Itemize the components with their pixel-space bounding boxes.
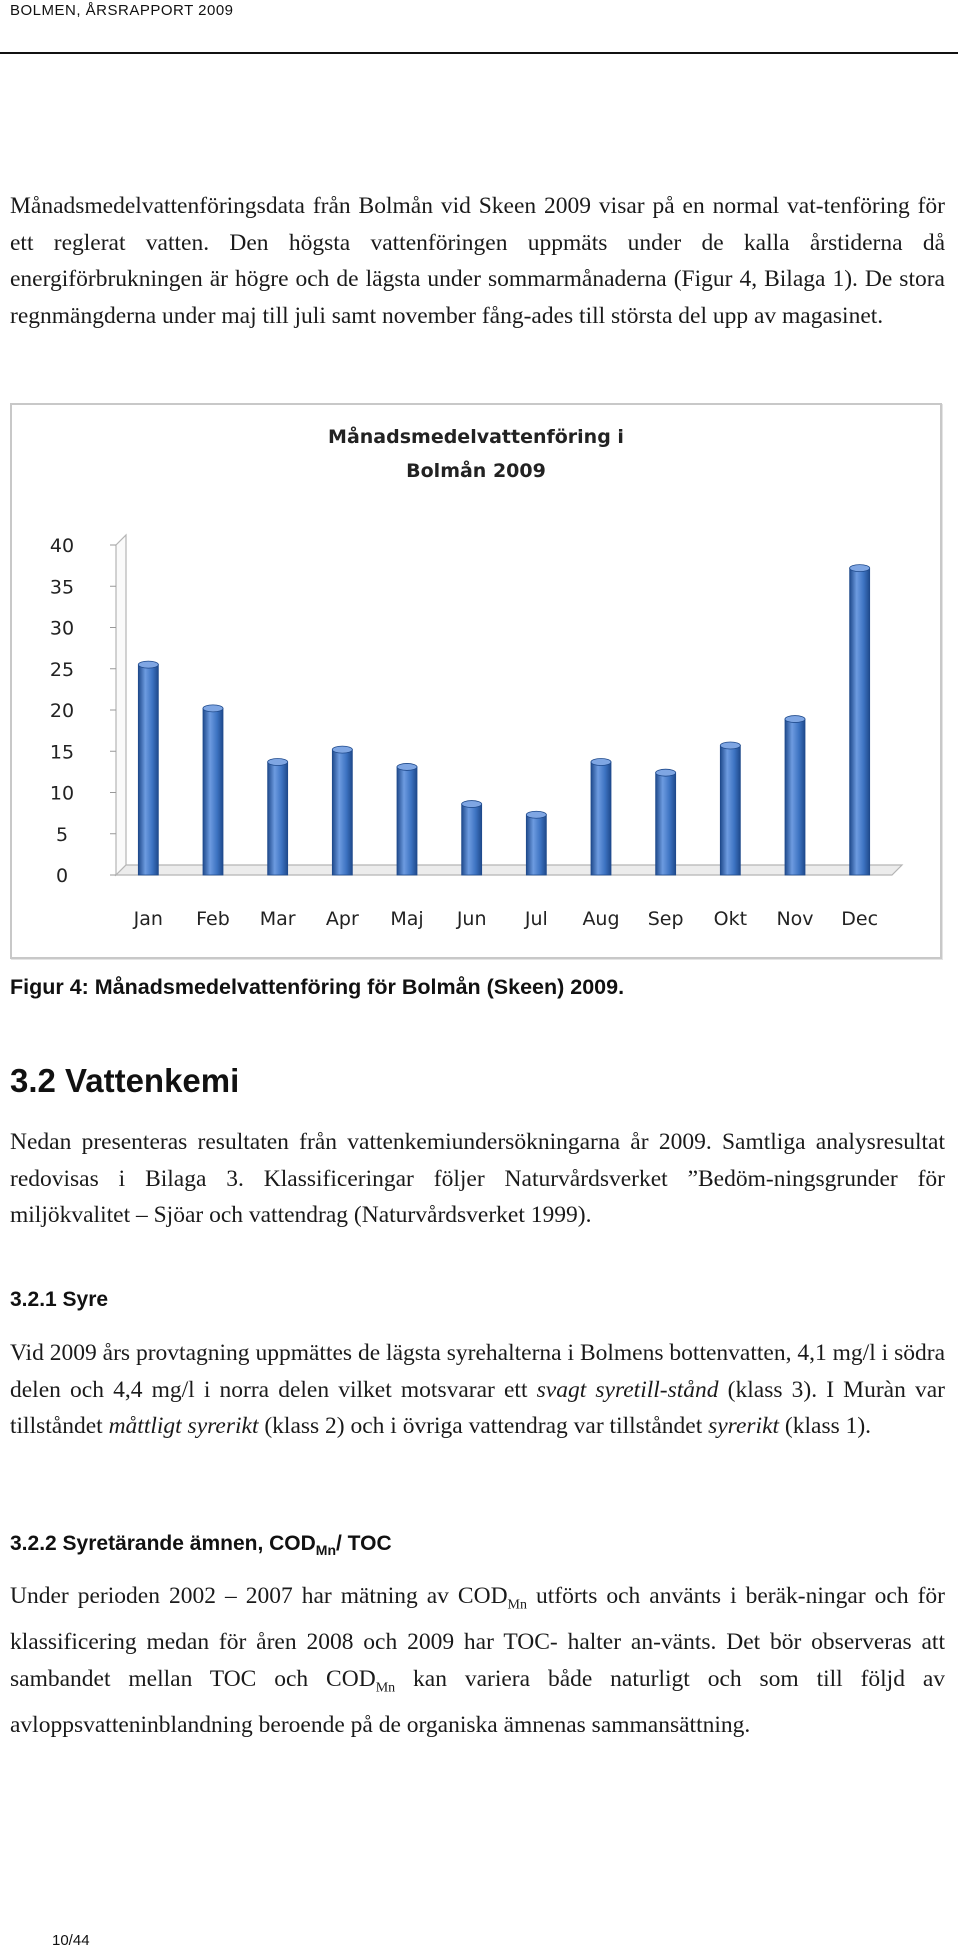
header-divider: [0, 52, 958, 54]
x-category-label: Okt: [713, 908, 748, 930]
section-heading-3-2: 3.2 Vattenkemi: [10, 1062, 240, 1099]
x-category-label: Maj: [390, 908, 424, 930]
x-category-label: Jun: [456, 908, 487, 930]
bar: [656, 769, 676, 875]
oxygen-class-2: måttligt syrerikt: [108, 1413, 259, 1440]
bar-top: [526, 811, 546, 818]
bar-top: [656, 769, 676, 776]
y-tick-label: 35: [49, 576, 75, 599]
bar: [785, 716, 805, 875]
bar-top: [138, 661, 158, 668]
bar: [591, 758, 611, 875]
section-3-2-1-paragraph: Vid 2009 års provtagning uppmättes de lägsta syrehalterna i Bolmens bottenvatten, 4,1 mg/l i södra delen och 4,4 mg/l i norra delen vilket motsvarar ett svagt syretill-stånd (klass 3). I Muràn var tillståndet måttligt syrerikt (klass 2) och i övriga vattendrag var tillståndet syrerikt (klass 1).: [10, 1340, 945, 1440]
bar: [397, 763, 417, 875]
bar-body: [720, 745, 740, 875]
chart-side-wall: [116, 535, 126, 875]
x-category-label: Aug: [582, 908, 620, 930]
x-category-label: Nov: [776, 908, 814, 930]
bar-body: [526, 815, 546, 875]
y-tick-label: 10: [49, 782, 75, 805]
y-tick-label: 0: [55, 865, 69, 887]
bar-top: [332, 746, 352, 753]
bar: [332, 746, 352, 875]
bar-top: [203, 705, 223, 712]
x-category-label: Jan: [133, 908, 163, 930]
x-category-label: Sep: [647, 908, 684, 930]
oxygen-class-3: svagt syretill-stånd: [536, 1376, 719, 1403]
y-tick-label: 15: [49, 741, 75, 764]
bar-top: [397, 763, 417, 770]
bar: [850, 565, 870, 875]
x-category-label: Apr: [325, 908, 359, 930]
chart-title-line-1: Månadsmedelvattenföring i: [328, 426, 624, 448]
x-category-label: Mar: [259, 908, 296, 930]
section-3-2-2-paragraph: Under perioden 2002 – 2007 har mätning av $COD_{Mn}$ utförts och använts i beräk-ningar och för klassificering medan för åren 2008 och 2009 har TOC- halter an-vänts. Det bör observeras att sambandet mellan TOC och $COD_{Mn}$ kan variera både naturligt och som till följd av avloppsvatteninblandning beroende på de organiska ämnenas sammansättning.: [10, 1583, 946, 1739]
chart-floor: [116, 865, 902, 875]
bar-body: [203, 708, 223, 875]
bar-body: [332, 750, 352, 875]
bar-body: [462, 804, 482, 875]
bar-top: [785, 716, 805, 723]
bar-body: [138, 665, 158, 875]
bar: [720, 742, 740, 875]
flow-chart: [10, 403, 942, 959]
bar-body: [785, 719, 805, 875]
chart-canvas: [12, 405, 940, 957]
bar: [203, 705, 223, 875]
intro-paragraph: Månadsmedelvattenföringsdata från Bolmån vid Skeen 2009 visar på en normal vat-tenföring för ett reglerat vatten. Den högsta vattenföringen uppmäts under de kalla årstiderna då energiförbrukningen är högre och de lägsta under sommarmånaderna (Figur 4, Bilaga 1). De stora regnmängderna under maj till juli samt november fång-ades till största del upp av magasinet.: [10, 193, 945, 329]
bar-body: [397, 767, 417, 875]
figure-caption: Figur 4: Månadsmedelvattenföring för Bolmån (Skeen) 2009.: [10, 975, 625, 999]
y-tick-label: 30: [49, 617, 75, 640]
bar-top: [462, 801, 482, 808]
bar: [526, 811, 546, 875]
chart-title-line-2: Bolmån 2009: [406, 460, 546, 482]
page-number: 10/44: [52, 1932, 90, 1949]
bar-top: [591, 758, 611, 765]
oxygen-class-1: syrerikt: [708, 1413, 780, 1440]
y-tick-label: 5: [55, 823, 69, 846]
section-heading-3-2-1: 3.2.1 Syre: [10, 1288, 109, 1311]
bar: [138, 661, 158, 875]
bar-top: [720, 742, 740, 749]
y-tick-label: 20: [49, 700, 75, 722]
bar-body: [591, 762, 611, 875]
x-category-label: Jul: [524, 908, 548, 930]
bar-body: [656, 773, 676, 875]
bar-body: [850, 568, 870, 875]
bar-top: [268, 758, 288, 765]
x-category-label: Dec: [841, 908, 879, 930]
bar-body: [268, 762, 288, 875]
x-category-label: Feb: [196, 908, 230, 930]
bar: [268, 758, 288, 875]
bar: [462, 801, 482, 875]
section-3-2-paragraph: Nedan presenteras resultaten från vattenkemiundersökningarna år 2009. Samtliga analysresultat redovisas i Bilaga 3. Klassificeringar följer Naturvårdsverket ”Bedöm-ningsgrunder för miljökvalitet – Sjöar och vattendrag (Naturvårdsverket 1999).: [10, 1129, 945, 1229]
section-heading-3-2-2: 3.2.2 Syretärande ämnen, $COD_{Mn}/$ TOC: [10, 1532, 392, 1559]
bar-top: [850, 565, 870, 572]
running-header: BOLMEN, ÅRSRAPPORT 2009: [10, 2, 234, 19]
y-tick-label: 25: [49, 658, 75, 681]
y-tick-label: 40: [49, 535, 75, 557]
